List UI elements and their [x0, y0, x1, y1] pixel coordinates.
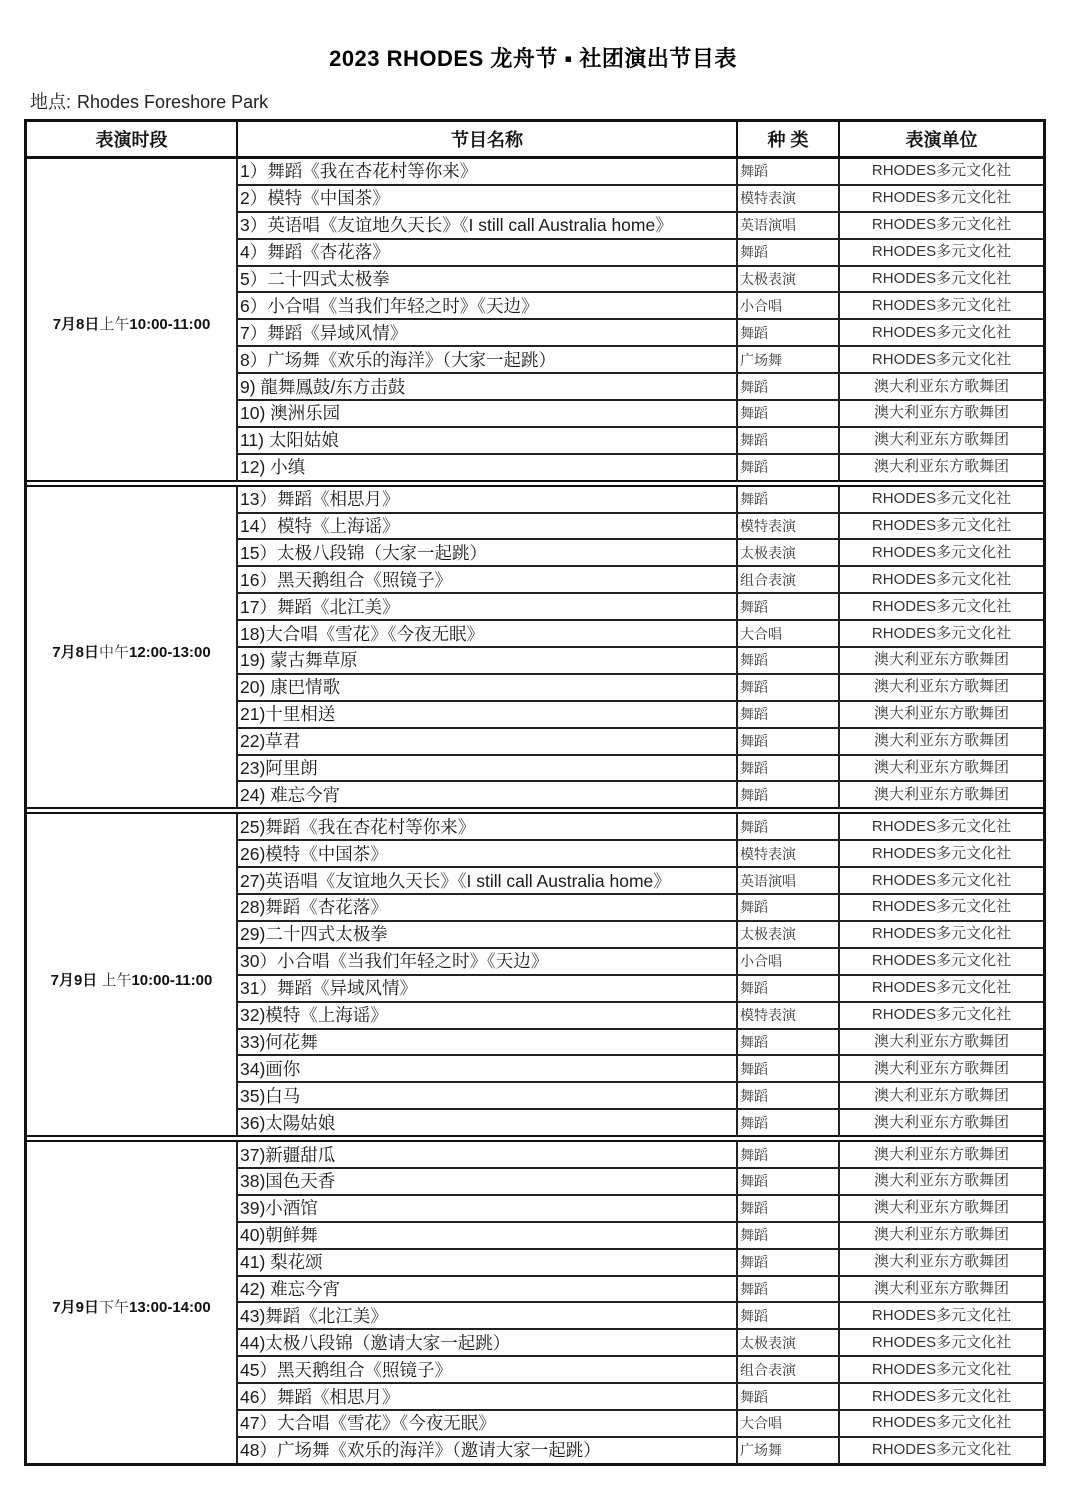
program-name: 37)新疆甜瓜	[237, 1141, 737, 1168]
performer-unit: RHODES多元文化社	[839, 158, 1043, 185]
program-category: 舞蹈	[737, 319, 839, 346]
performer-unit: 澳大利亚东方歌舞团	[873, 785, 1009, 803]
table-row	[27, 158, 1043, 185]
program-name: 44)太极八段锦（邀请大家一起跳）	[237, 1329, 737, 1356]
program-category: 舞蹈	[737, 1302, 839, 1329]
column-header-program-name: 节目名称	[237, 122, 737, 158]
performer-unit: RHODES多元文化社	[839, 539, 1043, 566]
time-slot-period: 下午	[98, 1299, 129, 1317]
program-category: 太极表演	[737, 921, 839, 948]
performer-unit: 澳大利亚东方歌舞团	[839, 1141, 1043, 1168]
performer-unit: RHODES多元文化社	[839, 1410, 1043, 1437]
program-category: 太极表演	[737, 539, 839, 566]
performer-unit: 澳大利亚东方歌舞团	[873, 458, 1009, 476]
program-name: 10) 澳洲乐园	[237, 400, 737, 427]
program-category: 舞蹈	[737, 1082, 839, 1109]
program-name: 22)草君	[237, 728, 737, 755]
time-slot-hours: 12:00-13:00	[128, 644, 211, 662]
program-name: 26)模特《中国茶》	[237, 840, 737, 867]
program-name: 7）舞蹈《异域风情》	[237, 319, 737, 346]
program-name: 18)大合唱《雪花》《今夜无眠》	[237, 620, 737, 647]
program-category: 舞蹈	[737, 755, 839, 782]
program-name: 48）广场舞《欢乐的海洋》（邀请大家一起跳）	[237, 1437, 737, 1463]
performer-unit: RHODES多元文化社	[839, 486, 1043, 513]
performer-unit: RHODES多元文化社	[839, 1002, 1043, 1029]
program-name: 17）舞蹈《北江美》	[237, 593, 737, 620]
column-header-time-slot: 表演时段	[27, 122, 237, 158]
time-slot-period: 上午	[97, 971, 132, 989]
performer-unit: 澳大利亚东方歌舞团	[839, 1222, 1043, 1249]
program-name: 27)英语唱《友谊地久天长》《I still call Australia home》	[237, 867, 737, 894]
program-category: 舞蹈	[737, 1276, 839, 1303]
time-slot-cell	[27, 1141, 237, 1463]
performer-unit: RHODES多元文化社	[839, 975, 1043, 1002]
performer-unit: 澳大利亚东方歌舞团	[839, 400, 1043, 427]
performer-unit: RHODES多元文化社	[839, 346, 1043, 373]
program-name: 21)十里相送	[237, 701, 737, 728]
program-name: 28)舞蹈《杏花落》	[237, 894, 737, 921]
program-name: 6）小合唱《当我们年轻之时》《天边》	[237, 292, 737, 319]
performer-unit: RHODES多元文化社	[839, 1356, 1043, 1383]
performer-unit: 澳大利亚东方歌舞团	[873, 1113, 1009, 1131]
time-slot-period: 上午	[99, 316, 130, 334]
performer-unit: 澳大利亚东方歌舞团	[839, 1276, 1043, 1303]
performer-unit: 澳大利亚东方歌舞团	[839, 373, 1043, 400]
performer-unit: RHODES多元文化社	[839, 266, 1043, 293]
program-category: 广场舞	[737, 1437, 839, 1463]
program-category: 舞蹈	[737, 400, 839, 427]
program-name: 29)二十四式太极拳	[237, 921, 737, 948]
program-category: 大合唱	[737, 1410, 839, 1437]
program-category: 大合唱	[737, 620, 839, 647]
program-category: 英语演唱	[737, 867, 839, 894]
program-category: 舞蹈	[737, 1195, 839, 1222]
time-slot-date: 7月8日	[52, 316, 100, 334]
program-name: 30）小合唱《当我们年轻之时》《天边》	[237, 948, 737, 975]
schedule-body	[27, 158, 1043, 1463]
program-category: 组合表演	[737, 566, 839, 593]
program-name: 38)国色天香	[237, 1168, 737, 1195]
program-name: 4）舞蹈《杏花落》	[237, 239, 737, 266]
program-category: 舞蹈	[737, 427, 839, 454]
performer-unit: 澳大利亚东方歌舞团	[839, 1029, 1043, 1056]
program-category: 小合唱	[737, 292, 839, 319]
time-slot-cell	[27, 813, 237, 1136]
program-name: 12) 小缜	[237, 454, 737, 481]
performer-unit: RHODES多元文化社	[839, 212, 1043, 239]
performer-unit: RHODES多元文化社	[839, 513, 1043, 540]
table-header-row	[27, 122, 1043, 158]
performer-unit: RHODES多元文化社	[839, 319, 1043, 346]
time-slot-hours: 10:00-11:00	[129, 316, 211, 334]
performer-unit: 澳大利亚东方歌舞团	[839, 1168, 1043, 1195]
program-name: 42) 难忘今宵	[237, 1276, 737, 1303]
program-name: 43)舞蹈《北江美》	[237, 1302, 737, 1329]
performer-unit: RHODES多元文化社	[839, 1383, 1043, 1410]
time-slot-cell	[27, 158, 237, 481]
performer-unit: RHODES多元文化社	[839, 239, 1043, 266]
schedule-table	[27, 122, 1043, 1463]
program-category: 英语演唱	[737, 212, 839, 239]
program-name: 11) 太阳姑娘	[237, 427, 737, 454]
program-name: 16）黑天鹅组合《照镜子》	[237, 566, 737, 593]
program-category: 舞蹈	[737, 373, 839, 400]
program-category: 舞蹈	[737, 647, 839, 674]
program-category: 太极表演	[737, 1329, 839, 1356]
program-category: 舞蹈	[737, 1109, 839, 1136]
performer-unit: 澳大利亚东方歌舞团	[839, 1195, 1043, 1222]
venue-label: 地点:	[30, 92, 72, 112]
program-name: 8）广场舞《欢乐的海洋》（大家一起跳）	[237, 346, 737, 373]
program-category: 舞蹈	[737, 1141, 839, 1168]
performer-unit: RHODES多元文化社	[839, 620, 1043, 647]
performer-unit: 澳大利亚东方歌舞团	[839, 1055, 1043, 1082]
program-category: 太极表演	[737, 266, 839, 293]
time-slot-period: 中午	[98, 644, 129, 662]
time-slot-date: 7月8日	[52, 644, 99, 662]
program-name: 25)舞蹈《我在杏花村等你来》	[237, 813, 737, 840]
program-category: 舞蹈	[737, 1383, 839, 1410]
performer-unit: RHODES多元文化社	[839, 840, 1043, 867]
table-row	[27, 1141, 1043, 1168]
program-name: 32)模特《上海谣》	[237, 1002, 737, 1029]
program-name: 9) 龍舞鳳鼓/东方击鼓	[237, 373, 737, 400]
performer-unit: 澳大利亚东方歌舞团	[839, 1082, 1043, 1109]
performer-unit: RHODES多元文化社	[839, 593, 1043, 620]
column-header-performer: 表演单位	[839, 122, 1043, 158]
program-name: 40)朝鲜舞	[237, 1222, 737, 1249]
program-category: 舞蹈	[737, 1055, 839, 1082]
performer-unit: 澳大利亚东方歌舞团	[839, 674, 1043, 701]
performer-unit: RHODES多元文化社	[839, 813, 1043, 840]
time-slot-date: 7月9日	[50, 971, 98, 989]
performer-unit: 澳大利亚东方歌舞团	[839, 647, 1043, 674]
column-header-category: 种 类	[737, 122, 839, 158]
time-slot-date: 7月9日	[52, 1299, 99, 1317]
program-name: 1）舞蹈《我在杏花村等你来》	[237, 158, 737, 185]
program-category: 舞蹈	[737, 239, 839, 266]
performer-unit: RHODES多元文化社	[839, 1329, 1043, 1356]
program-category: 舞蹈	[737, 1029, 839, 1056]
performer-unit: 澳大利亚东方歌舞团	[839, 1249, 1043, 1276]
schedule-sheet	[24, 119, 1046, 1466]
time-slot-cell	[27, 486, 237, 809]
program-name: 35)白马	[237, 1082, 737, 1109]
performer-unit: RHODES多元文化社	[839, 185, 1043, 212]
program-name: 23)阿里朗	[237, 755, 737, 782]
program-category: 舞蹈	[737, 813, 839, 840]
program-category: 舞蹈	[737, 1249, 839, 1276]
program-name: 19) 蒙古舞草原	[237, 647, 737, 674]
program-category: 舞蹈	[737, 1222, 839, 1249]
program-name: 31）舞蹈《异域风情》	[237, 975, 737, 1002]
program-name: 14）模特《上海谣》	[237, 513, 737, 540]
program-name: 45）黑天鹅组合《照镜子》	[237, 1356, 737, 1383]
program-name: 5）二十四式太极拳	[237, 266, 737, 293]
table-row	[27, 486, 1043, 513]
performer-unit: RHODES多元文化社	[839, 948, 1043, 975]
program-name: 3）英语唱《友谊地久天长》《I still call Australia home》	[237, 212, 737, 239]
program-category: 组合表演	[737, 1356, 839, 1383]
performer-unit: 澳大利亚东方歌舞团	[839, 701, 1043, 728]
program-category: 舞蹈	[737, 454, 839, 481]
program-name: 46）舞蹈《相思月》	[237, 1383, 737, 1410]
program-name: 41) 梨花颂	[237, 1249, 737, 1276]
program-name: 2）模特《中国茶》	[237, 185, 737, 212]
program-name: 33)何花舞	[237, 1029, 737, 1056]
program-category: 模特表演	[737, 1002, 839, 1029]
table-row	[27, 813, 1043, 840]
program-name: 36)太陽姑娘	[237, 1109, 737, 1136]
performer-unit: 澳大利亚东方歌舞团	[839, 728, 1043, 755]
program-name: 34)画你	[237, 1055, 737, 1082]
program-category: 舞蹈	[737, 486, 839, 513]
program-category: 舞蹈	[737, 894, 839, 921]
program-name: 13）舞蹈《相思月》	[237, 486, 737, 513]
program-name: 47）大合唱《雪花》《今夜无眠》	[237, 1410, 737, 1437]
program-category: 模特表演	[737, 840, 839, 867]
program-category: 舞蹈	[737, 781, 839, 808]
program-category: 小合唱	[737, 948, 839, 975]
performer-unit: RHODES多元文化社	[839, 894, 1043, 921]
program-category: 舞蹈	[737, 1168, 839, 1195]
performer-unit: RHODES多元文化社	[839, 292, 1043, 319]
time-slot-hours: 13:00-14:00	[128, 1299, 211, 1317]
program-category: 舞蹈	[737, 674, 839, 701]
program-category: 模特表演	[737, 513, 839, 540]
venue-value: Rhodes Foreshore Park	[77, 92, 269, 112]
program-name: 39)小酒馆	[237, 1195, 737, 1222]
program-category: 舞蹈	[737, 728, 839, 755]
performer-unit: RHODES多元文化社	[871, 1441, 1012, 1459]
program-category: 广场舞	[737, 346, 839, 373]
time-slot-hours: 10:00-11:00	[131, 971, 213, 989]
performer-unit: RHODES多元文化社	[839, 1302, 1043, 1329]
performer-unit: RHODES多元文化社	[839, 921, 1043, 948]
page-title: 2023 RHODES 龙舟节 ▪ 社团演出节目表	[329, 46, 737, 71]
performer-unit: RHODES多元文化社	[839, 867, 1043, 894]
program-category: 舞蹈	[737, 158, 839, 185]
venue-line	[30, 88, 268, 114]
program-category: 模特表演	[737, 185, 839, 212]
program-name: 24) 难忘今宵	[237, 781, 737, 808]
program-category: 舞蹈	[737, 975, 839, 1002]
performer-unit: 澳大利亚东方歌舞团	[839, 427, 1043, 454]
performer-unit: RHODES多元文化社	[839, 566, 1043, 593]
program-category: 舞蹈	[737, 701, 839, 728]
program-name: 15）太极八段锦（大家一起跳）	[237, 539, 737, 566]
performer-unit: 澳大利亚东方歌舞团	[839, 755, 1043, 782]
program-name: 20) 康巴情歌	[237, 674, 737, 701]
program-category: 舞蹈	[737, 593, 839, 620]
